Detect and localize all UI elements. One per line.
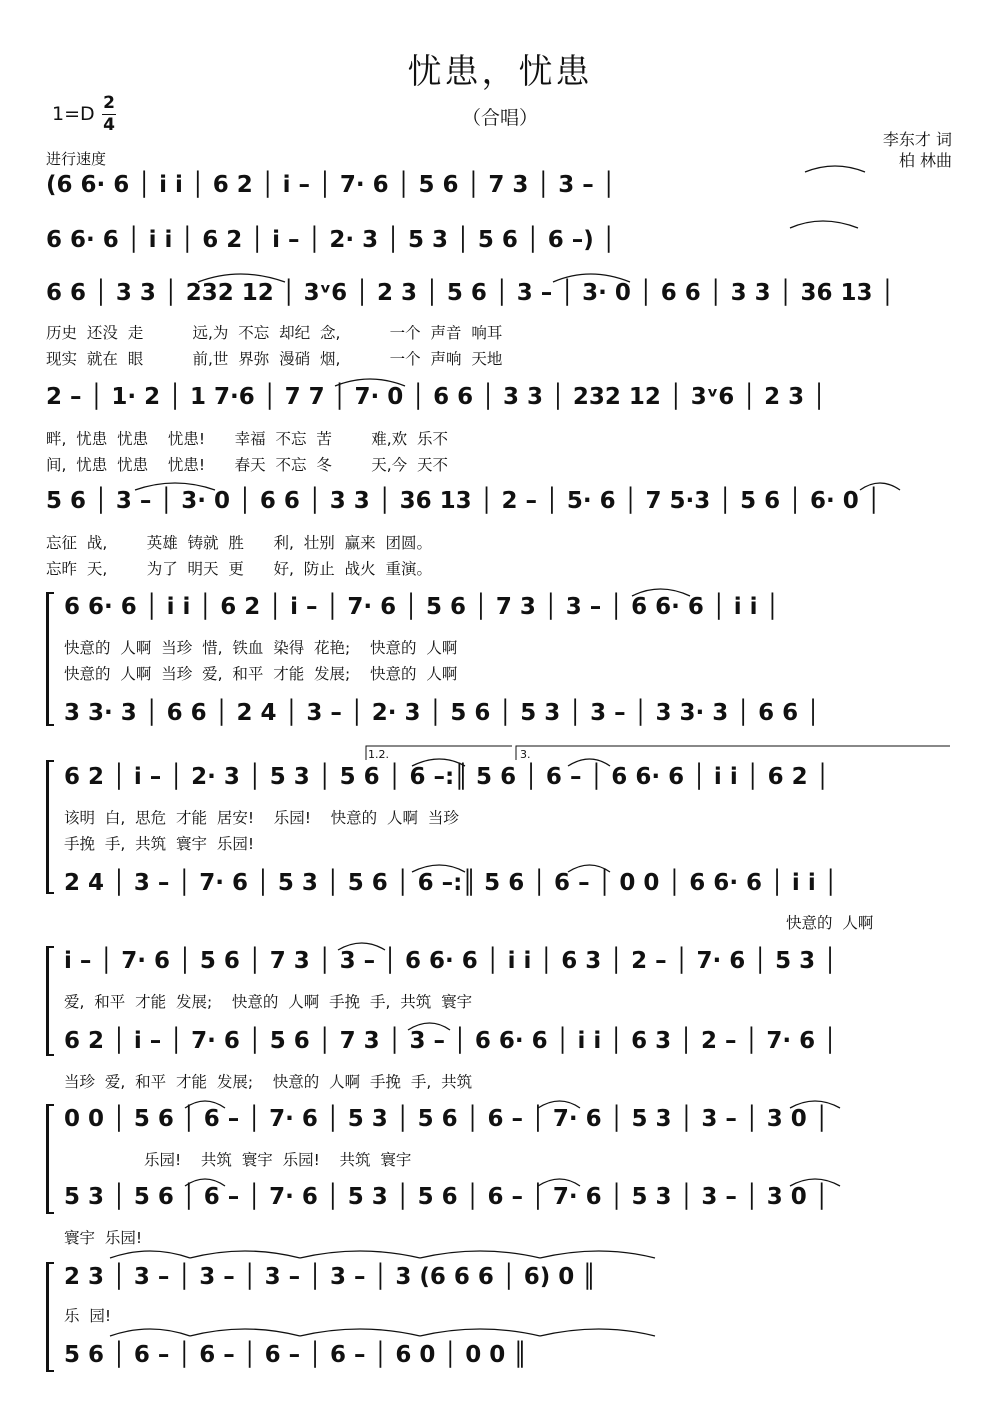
system-3-lyric-2: 现实 就在 眼 前,世 界弥 漫硝 烟, 一个 声响 天地 bbox=[46, 350, 503, 368]
system-8-lower-lyric: 当珍 爱, 和平 才能 发展; 快意的 人啊 手挽 手, 共筑 bbox=[64, 1073, 473, 1091]
system-9-lower-notes: 5 3 │ 5 6 │ 6 – │ 7· 6 │ 5 3 │ 5 6 │ 6 – │ 7· 6 │ 5 3 │ 3 – │ 3 0 │ bbox=[64, 1184, 829, 1210]
system-10-lyric: 乐 园! bbox=[64, 1307, 112, 1325]
system-6-lyric-1: 快意的 人啊 当珍 惜, 铁血 染得 花艳; 快意的 人啊 bbox=[64, 639, 458, 657]
composer-credit: 柏 林曲 bbox=[898, 151, 952, 170]
system-10-brace bbox=[46, 1262, 54, 1372]
system-6-lyric-2: 快意的 人啊 当珍 爱, 和平 才能 发展; 快意的 人啊 bbox=[64, 665, 458, 683]
system-7-lower-notes: 2 4 │ 3 – │ 7· 6 │ 5 3 │ 5 6 │ 6 –:║ 5 6 │ 6 – │ 0 0 │ 6 6· 6 │ i i │ bbox=[64, 870, 838, 896]
system-7-lyric-1: 该明 白, 思危 才能 居安! 乐园! 快意的 人啊 当珍 bbox=[64, 809, 459, 827]
system-7-lower-lyric: 快意的 人啊 bbox=[786, 914, 874, 932]
time-signature bbox=[102, 94, 116, 135]
system-1-notes: (6 6· 6 │ i i │ 6 2 │ i – │ 7· 6 │ 5 6 │ 7 3 │ 3 – │ bbox=[46, 172, 616, 198]
system-4-lyric-1: 畔, 忧患 忧患 忧患! 幸福 不忘 苦 难,欢 乐不 bbox=[46, 430, 449, 448]
key-signature: 1=D bbox=[52, 103, 95, 125]
system-5-lyric-2: 忘昨 天, 为了 明天 更 好, 防止 战火 重演。 bbox=[46, 560, 432, 578]
system-8-brace bbox=[46, 946, 54, 1056]
volta-3: 3. bbox=[520, 748, 531, 761]
system-9-lower-lyric: 寰宇 乐园! bbox=[64, 1229, 143, 1247]
system-5-lyric-1: 忘征 战, 英雄 铸就 胜 利, 壮别 赢来 团圆。 bbox=[46, 534, 432, 552]
system-6-upper-notes: 6 6· 6 │ i i │ 6 2 │ i – │ 7· 6 │ 5 6 │ 7 3 │ 3 – │ 6 6· 6 │ i i │ bbox=[64, 594, 780, 620]
subtitle: （合唱） bbox=[461, 107, 538, 129]
system-3-lyric-1: 历史 还没 走 远,为 不忘 却纪 念, 一个 声音 响耳 bbox=[46, 324, 503, 342]
system-4-notes: 2 – │ 1· 2 │ 1 7·6 │ 7 7 │ 7· 0 │ 6 6 │ 3 3 │ 232 12 │ 3ᵛ6 │ 2 3 │ bbox=[46, 384, 826, 410]
system-10-lower-notes: 5 6 │ 6 – │ 6 – │ 6 – │ 6 – │ 6 0 │ 0 0 ║ bbox=[64, 1342, 528, 1368]
meter-top: 2 bbox=[103, 93, 115, 113]
system-7-brace bbox=[46, 760, 54, 894]
system-6-brace bbox=[46, 592, 54, 726]
system-9-brace bbox=[46, 1104, 54, 1214]
system-8-upper-notes: i – │ 7· 6 │ 5 6 │ 7 3 │ 3 – │ 6 6· 6 │ i i │ 6 3 │ 2 – │ 7· 6 │ 5 3 │ bbox=[64, 948, 837, 974]
system-6-lower-notes: 3 3· 3 │ 6 6 │ 2 4 │ 3 – │ 2· 3 │ 5 6 │ 5 3 │ 3 – │ 3 3· 3 │ 6 6 │ bbox=[64, 700, 820, 726]
system-7-upper-notes: 6 2 │ i – │ 2· 3 │ 5 3 │ 5 6 │ 6 –:║ 5 6 │ 6 – │ 6 6· 6 │ i i │ 6 2 │ bbox=[64, 764, 830, 790]
page-title: 忧患，忧患 bbox=[407, 52, 593, 92]
system-8-lower-notes: 6 2 │ i – │ 7· 6 │ 5 6 │ 7 3 │ 3 – │ 6 6· 6 │ i i │ 6 3 │ 2 – │ 7· 6 │ bbox=[64, 1028, 837, 1054]
system-9-upper-notes: 0 0 │ 5 6 │ 6 – │ 7· 6 │ 5 3 │ 5 6 │ 6 – │ 7· 6 │ 5 3 │ 3 – │ 3 0 │ bbox=[64, 1106, 829, 1132]
system-9-lyric: 乐园! 共筑 寰宇 乐园! 共筑 寰宇 bbox=[144, 1151, 412, 1169]
tempo-marking: 进行速度 bbox=[46, 150, 107, 168]
system-5-notes: 5 6 │ 3 – │ 3· 0 │ 6 6 │ 3 3 │ 36 13 │ 2 – │ 5· 6 │ 7 5·3 │ 5 6 │ 6· 0 │ bbox=[46, 488, 881, 514]
system-10-upper-notes: 2 3 │ 3 – │ 3 – │ 3 – │ 3 – │ 3 (6 6 6 │ 6) 0 ║ bbox=[64, 1264, 597, 1290]
meter-bottom: 4 bbox=[103, 115, 115, 135]
volta-1-2: 1.2. bbox=[368, 748, 389, 761]
system-8-lyric: 爱, 和平 才能 发展; 快意的 人啊 手挽 手, 共筑 寰宇 bbox=[64, 993, 473, 1011]
lyricist-credit: 李东才 词 bbox=[882, 130, 952, 149]
system-4-lyric-2: 间, 忧患 忧患 忧患! 春天 不忘 冬 天,今 天不 bbox=[46, 456, 449, 474]
system-3-notes: 6 6 │ 3 3 │ 232 12 │ 3ᵛ6 │ 2 3 │ 5 6 │ 3 – │ 3· 0 │ 6 6 │ 3 3 │ 36 13 │ bbox=[46, 280, 895, 306]
system-7-lyric-2: 手挽 手, 共筑 寰宇 乐园! bbox=[64, 835, 255, 853]
system-2-notes: 6 6· 6 │ i i │ 6 2 │ i – │ 2· 3 │ 5 3 │ 5 6 │ 6 –) │ bbox=[46, 227, 616, 253]
